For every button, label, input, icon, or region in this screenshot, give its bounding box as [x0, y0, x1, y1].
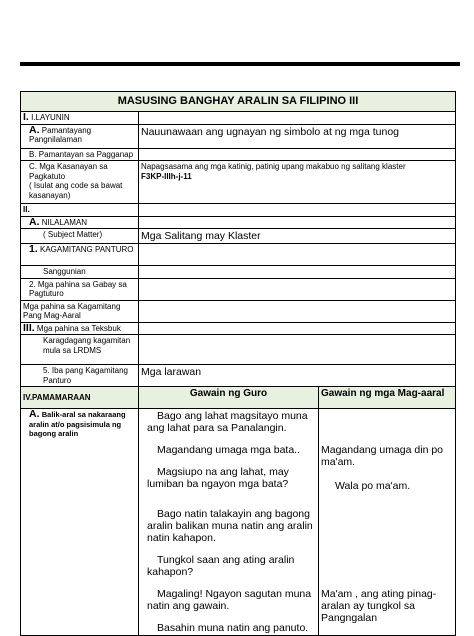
gabay-pagtuturo-label: 2. Mga pahina sa Gabay sa Pagtuturo	[21, 278, 139, 300]
kagamitang-panturo-label: 1. KAGAMITANG PANTURO	[21, 244, 139, 266]
guro-line: Bago natin talakayin ang bagong aralin balikan muna natin ang aralin natin kahapon.	[147, 508, 313, 544]
teksbuk-label: III. Mga pahina sa Teksbuk	[21, 322, 139, 335]
col-gawain-guro: Gawain ng Guro	[139, 387, 319, 409]
gawain-guro-cell	[139, 409, 319, 636]
guro-line: Magandang umaga mga bata..	[157, 444, 301, 456]
mag-aaral-line: Magandang umaga din po ma'am.	[321, 444, 444, 468]
gawain-mag-aaral-cell	[319, 409, 456, 636]
pamamaraan-heading: IV.PAMAMARAAN	[21, 387, 139, 409]
iba-pang-kagamitan-value: Mga larawan	[139, 365, 456, 387]
guro-line: Basahin muna natin ang panuto.	[157, 622, 309, 634]
subject-matter-label: ( Subject Matter)	[21, 229, 139, 244]
section-ii-heading: II.	[21, 204, 139, 217]
mag-aaral-line: Ma'am , ang ating pinag-aralan ay tungkol sa Pangngalan	[321, 588, 437, 624]
top-rule	[20, 62, 460, 66]
karagdagang-kagamitan-label: Karagdagang kagamitan mula sa LRDMS	[21, 335, 139, 365]
guro-line: Magsiupo na ang lahat, may lumiban ba ngayon mga bata?	[147, 466, 289, 490]
subject-matter-value: Mga Salitang may Klaster	[139, 229, 456, 244]
kagamitang-mag-aaral-label: Mga pahina sa Kagamitang Pang Mag-Aaral	[21, 300, 139, 322]
layunin-heading: I. I.LAYUNIN	[21, 112, 139, 125]
col-gawain-mag-aaral: Gawain ng mga Mag-aaral	[319, 387, 456, 409]
kasanayan-value: Napagsasama ang mga katinig, patinig upang makabuo ng salitang klaster F3KP-IIIh-j-11	[139, 161, 456, 204]
lesson-plan-title: MASUSING BANGHAY ARALIN SA FILIPINO III	[21, 92, 456, 112]
lesson-plan-table	[20, 91, 456, 636]
mag-aaral-line: Wala po ma'am.	[335, 480, 411, 492]
guro-line: Bago ang lahat magsitayo muna ang lahat para sa Panalangin.	[147, 410, 308, 434]
balik-aral-label: A. Balik-aral sa nakaraang aralin at/o pagsisimula ng bagong aralin	[21, 409, 139, 636]
nilalaman-heading: A. NILALAMAN	[21, 216, 139, 229]
sanggunian-label: Sanggunian	[21, 266, 139, 279]
kasanayan-label: C. Mga Kasanayan sa Pagkatuto ( Isulat ang code sa bawat kasanayan)	[21, 161, 139, 204]
iba-pang-kagamitan-label: 5. Iba pang Kagamitang Panturo	[21, 365, 139, 387]
guro-line: Tungkol saan ang ating aralin kahapon?	[147, 554, 295, 578]
pamantayang-pangnilalaman-value: Nauunawaan ang ugnayan ng simbolo at ng mga tunog	[139, 124, 456, 148]
pamantayang-pangnilalaman-label: A. Pamantayang Pangnilalaman	[21, 124, 139, 148]
pamantayan-pagganap-label: B. Pamantayan sa Pagganap	[21, 148, 139, 161]
guro-line: Magaling! Ngayon sagutan muna natin ang gawain.	[147, 588, 312, 612]
